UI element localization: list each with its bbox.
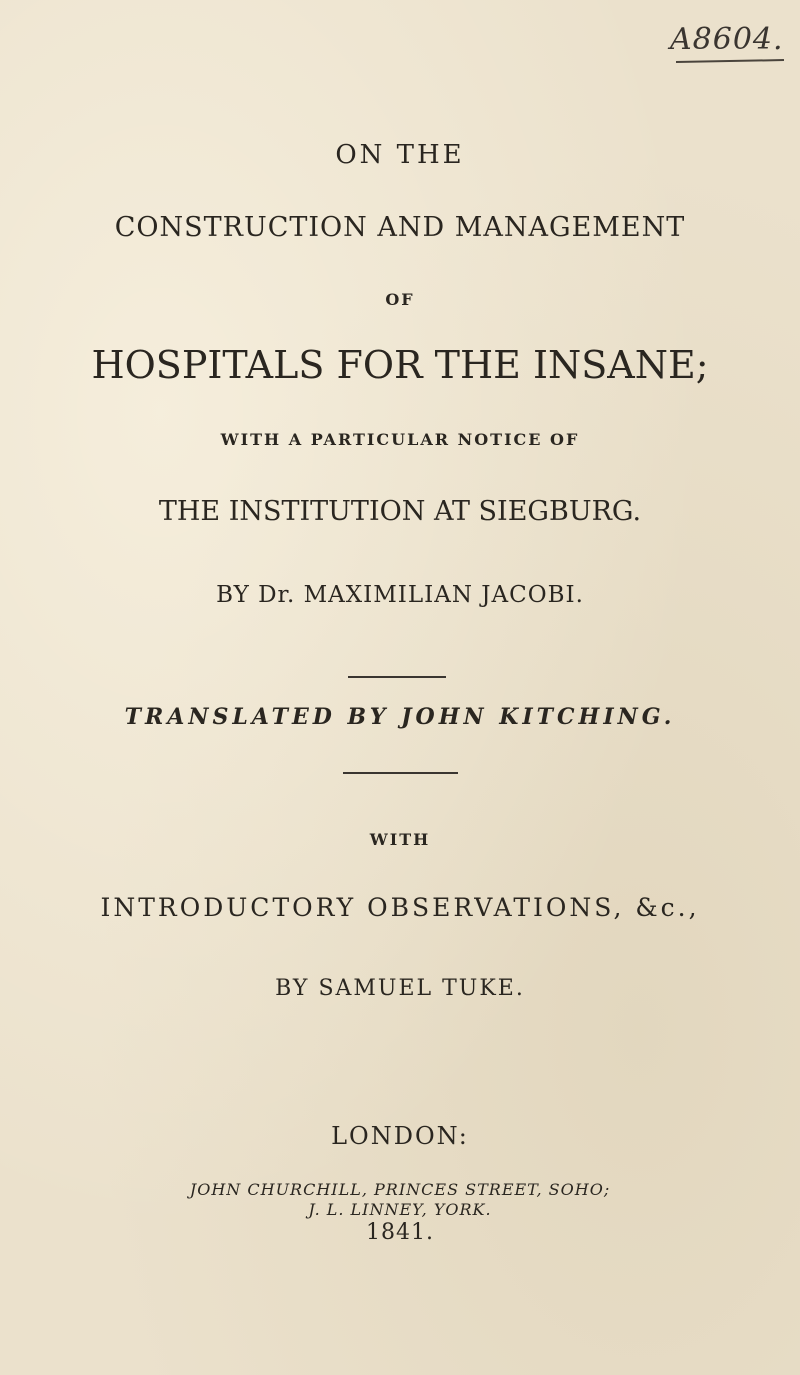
- london-line: LONDON:: [331, 1122, 469, 1150]
- translator-line: TRANSLATED BY JOHN KITCHING.: [124, 704, 676, 730]
- institution-line: THE INSTITUTION AT SIEGBURG.: [158, 496, 642, 527]
- by-tuke-line: BY SAMUEL TUKE.: [275, 976, 525, 1001]
- on-the-line: ON THE: [335, 140, 465, 170]
- intro-line: INTRODUCTORY OBSERVATIONS, &c.,: [100, 893, 700, 922]
- rule-1: [348, 676, 446, 678]
- construction-line: CONSTRUCTION AND MANAGEMENT: [114, 212, 686, 243]
- publisher-line-1: JOHN CHURCHILL, PRINCES STREET, SOHO;: [189, 1180, 611, 1199]
- with-line: WITH: [369, 830, 431, 849]
- hospitals-line: HOSPITALS FOR THE INSANE;: [91, 343, 709, 387]
- of-line: OF: [385, 290, 415, 309]
- author-line: BY Dr. MAXIMILIAN JACOBI.: [216, 582, 584, 608]
- publisher-line-2: J. L. LINNEY, YORK.: [308, 1200, 492, 1219]
- shelfmark-handwritten: A8604.: [670, 22, 784, 57]
- shelfmark-underline: [676, 59, 784, 63]
- year-line: 1841.: [366, 1220, 434, 1245]
- rule-2: [343, 772, 458, 774]
- with-notice-line: WITH A PARTICULAR NOTICE OF: [220, 430, 580, 449]
